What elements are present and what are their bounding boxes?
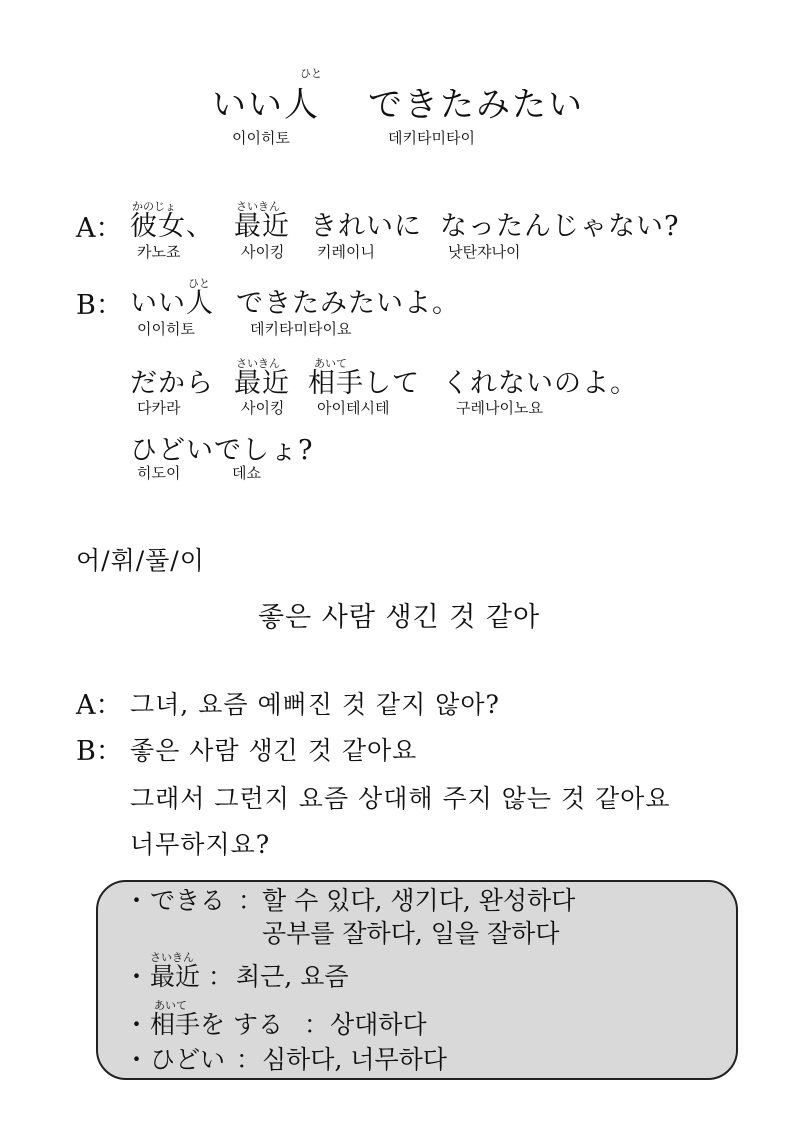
reading: 이이히토 bbox=[137, 320, 195, 338]
translation-line: 그래서 그런지 요즘 상대해 주지 않는 것 같아요 bbox=[130, 784, 671, 813]
japanese-text: 最近 bbox=[234, 368, 290, 399]
japanese-text: 相手して bbox=[308, 368, 420, 399]
ruby: ひと bbox=[188, 277, 210, 290]
ruby: さいきん bbox=[236, 200, 280, 213]
vocab-meaning: 심하다, 너무하다 bbox=[262, 1045, 447, 1074]
reading: 카노죠 bbox=[137, 243, 181, 261]
reading: 다카라 bbox=[137, 399, 181, 417]
speaker-a: A： bbox=[76, 690, 123, 721]
vocab-term: 最近 bbox=[150, 962, 201, 991]
reading: 데키타미타이요 bbox=[250, 320, 352, 338]
vocab-sep: ： bbox=[236, 1045, 262, 1074]
reading: 사이킹 bbox=[241, 399, 285, 417]
vocab-meaning: 공부를 잘하다, 일을 잘하다 bbox=[262, 919, 560, 948]
translation-title: 좋은 사람 생긴 것 같아 bbox=[258, 602, 541, 633]
vocab-term: ひどい bbox=[150, 1045, 226, 1074]
vocab-meaning: 최근, 요즘 bbox=[236, 962, 349, 991]
reading: 구레나이노요 bbox=[456, 399, 543, 417]
title-part2: できたみたい bbox=[368, 85, 584, 125]
reading: 데쇼 bbox=[232, 464, 261, 482]
japanese-text: きれいに bbox=[310, 211, 422, 242]
vocab-sep: ： bbox=[208, 962, 234, 991]
japanese-text: いい人 bbox=[130, 288, 214, 319]
bullet: ・ bbox=[124, 886, 150, 915]
reading: 키레이니 bbox=[317, 243, 375, 261]
vocab-sep: ： bbox=[304, 1010, 330, 1039]
ruby: さいきん bbox=[236, 357, 280, 370]
vocab-meaning: 할 수 있다, 생기다, 완성하다 bbox=[262, 886, 576, 915]
japanese-text: ひどいでしょ? bbox=[130, 435, 314, 466]
speaker-a: A： bbox=[76, 213, 123, 244]
bullet: ・ bbox=[124, 962, 150, 991]
japanese-text: 最近 bbox=[234, 211, 290, 242]
reading: 아이테시테 bbox=[317, 399, 390, 417]
reading: 히도이 bbox=[137, 464, 181, 482]
bullet: ・ bbox=[124, 1045, 150, 1074]
reading: 사이킹 bbox=[241, 243, 285, 261]
title-ruby: ひと bbox=[300, 67, 322, 80]
japanese-text: できたみたいよ。 bbox=[236, 288, 460, 319]
title-reading1: 이이히토 bbox=[232, 129, 290, 147]
ruby: あいて bbox=[314, 357, 347, 370]
japanese-text: 彼女、 bbox=[130, 211, 214, 242]
speaker-b: B： bbox=[76, 736, 123, 767]
speaker-b: B： bbox=[76, 290, 123, 321]
vocab-term: できる bbox=[150, 886, 226, 915]
translation-line: 그녀, 요즘 예뻐진 것 같지 않아? bbox=[130, 690, 500, 719]
translation-line: 좋은 사람 생긴 것 같아요 bbox=[130, 736, 418, 765]
vocab-term: 相手を する bbox=[150, 1010, 283, 1039]
ruby: さいきん bbox=[150, 951, 194, 964]
ruby: あいて bbox=[154, 999, 187, 1012]
reading: 낫탄쟈나이 bbox=[448, 243, 521, 261]
translation-line: 너무하지요? bbox=[130, 830, 271, 859]
section-heading: 어/휘/풀/이 bbox=[76, 546, 205, 575]
japanese-text: なったんじゃない? bbox=[440, 211, 680, 242]
title-reading2: 데키타미타이 bbox=[388, 129, 475, 147]
bullet: ・ bbox=[124, 1010, 150, 1039]
japanese-text: だから bbox=[130, 368, 214, 399]
title-part1: いい人 bbox=[212, 85, 320, 125]
ruby: かのじょ bbox=[132, 200, 176, 213]
vocab-sep: ： bbox=[238, 886, 264, 915]
vocab-meaning: 상대하다 bbox=[330, 1010, 427, 1039]
japanese-text: くれないのよ。 bbox=[442, 368, 638, 399]
